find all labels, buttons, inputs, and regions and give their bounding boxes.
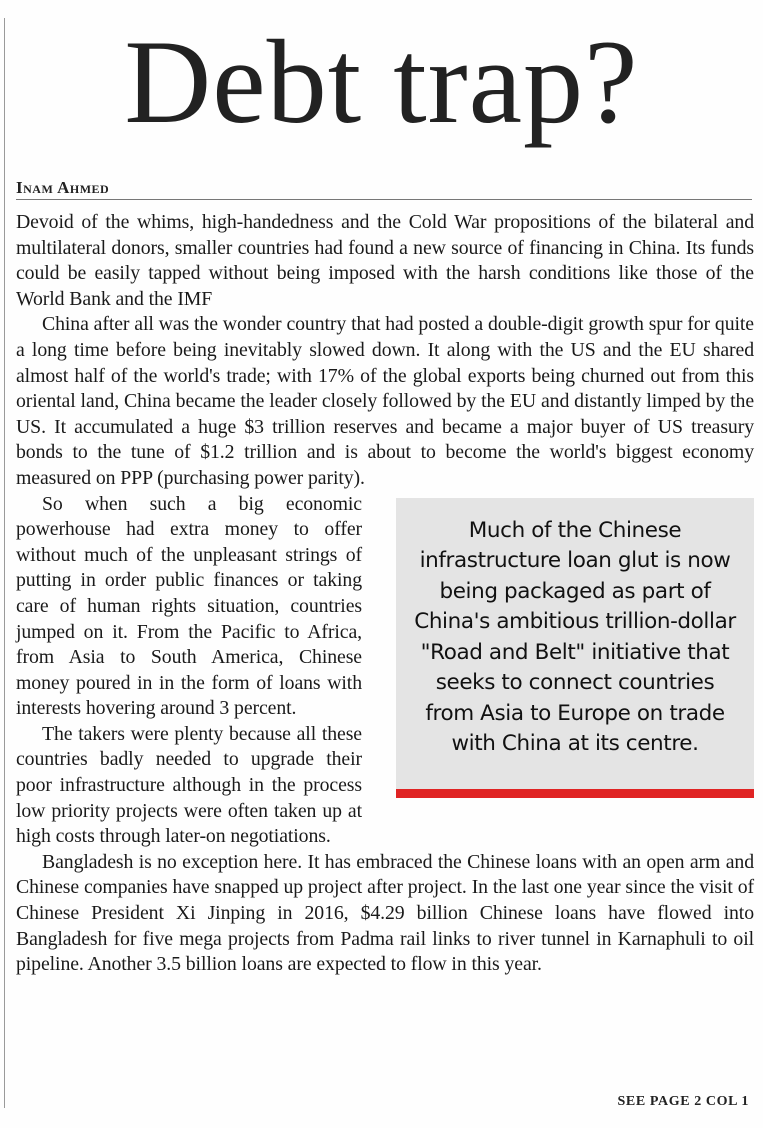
byline: Inam Ahmed — [16, 178, 110, 197]
headline: Debt trap? — [124, 16, 639, 149]
pull-quote — [396, 498, 754, 798]
continuation-note[interactable]: SEE PAGE 2 COL 1 — [617, 1094, 749, 1109]
pull-quote-text: Much of the Chinese infrastructure loan glut is now being packaged as part of China's ambitious trillion-dollar "Road and Belt" initiative that seeks to connect countries from Asia to Europe on trade with China at its centre. — [414, 517, 736, 757]
paragraph-5: Bangladesh is no exception here. It has embraced the Chinese loans with an open arm and Chinese companies have snapped up project after project. In the last one year since the visit of Chinese President Xi Jinping in 2016, $4.29 billion Chinese loans have flowed into Bangladesh for five mega projects from Padma rail links to river tunnel in Karnaphuli to oil pipeline. Another 3.5 billion loans are expected to flow in this year. — [16, 850, 754, 976]
article-body — [16, 210, 754, 978]
paragraph-4: The takers were plenty because all these countries badly needed to upgrade their poor infrastructure although in the process low priority projects were often taken up at high costs through later-on negotiations. — [16, 722, 362, 848]
byline-divider — [16, 199, 752, 200]
paragraph-1: Devoid of the whims, high-handedness and the Cold War propositions of the bilateral and multilateral donors, smaller countries had found a new source of financing in China. Its funds could be easily tapped without being imposed with the harsh conditions like those of the World Bank and the IMF — [16, 211, 754, 310]
paragraph-2 — [16, 312, 754, 491]
left-column-rule — [4, 18, 5, 1108]
paragraph-3: So when such a big economic powerhouse had extra money to offer without much of the unpleasant strings of putting in order public finances or taking care of human rights situation, countries jumped on it. From the Pacific to Africa, from Asia to South America, Chinese money poured in in the form of loans with interests hovering around 3 percent. — [16, 492, 362, 720]
paragraph-2-text: China after all was the wonder country that had posted a double-digit growth spur for quite a long time before being inevitably slowed down. It along with the US and the EU shared almost half of the world's trade; with 17% of the global exports being churned out from this oriental land, China became the leader closely followed by the EU and distantly limped by the US. It accumulated a huge $3 trillion reserves and became a major buyer of US treasury bonds to the tune of $1.2 trillion and is about to become the world's biggest economy measured on PPP (purchasing power parity). — [16, 313, 754, 489]
